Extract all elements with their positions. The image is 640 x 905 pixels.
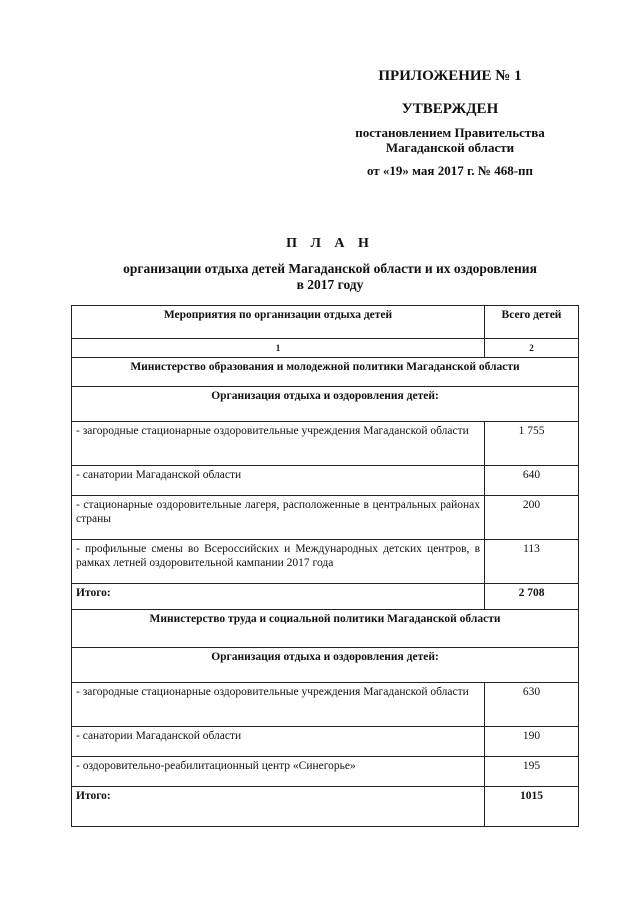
- total-row: [72, 787, 579, 827]
- table-row: [72, 540, 579, 584]
- column-number-1: 1: [72, 339, 485, 358]
- row-description: - стационарные оздоровительные лагеря, расположенные в центральных районах страны: [72, 496, 485, 540]
- plan-subtitle-line-1: организации отдыха детей Магаданской области и их оздоровления: [123, 261, 537, 276]
- total-value: 1015: [485, 787, 579, 827]
- ministry-name: Министерство образования и молодежной политики Магаданской области: [72, 358, 579, 387]
- row-value: 190: [485, 727, 579, 757]
- column-header-activities: Мероприятия по организации отдыха детей: [72, 306, 485, 339]
- plan-subtitle-line-2: в 2017 году: [296, 277, 364, 292]
- approved-heading: УТВЕРЖДЕН: [401, 101, 499, 117]
- row-value: 195: [485, 757, 579, 787]
- row-value: 1 755: [485, 422, 579, 466]
- table-row: [72, 683, 579, 727]
- row-description: - загородные стационарные оздоровительные учреждения Магаданской области: [72, 422, 485, 466]
- total-value: 2 708: [485, 584, 579, 610]
- section-heading: Организация отдыха и оздоровления детей:: [72, 387, 579, 422]
- appendix-label: ПРИЛОЖЕНИЕ № 1: [378, 68, 522, 84]
- row-value: 630: [485, 683, 579, 727]
- column-number-2: 2: [485, 339, 579, 358]
- table-header-row: [72, 306, 579, 339]
- plan-title: П Л А Н: [286, 236, 374, 251]
- table-row: [72, 727, 579, 757]
- total-label: Итого:: [72, 787, 485, 827]
- plan-table: [71, 305, 579, 827]
- row-value: 640: [485, 466, 579, 496]
- row-description: - загородные стационарные оздоровительные учреждения Магаданской области: [72, 683, 485, 727]
- row-value: 113: [485, 540, 579, 584]
- section-row: [72, 387, 579, 422]
- row-value: 200: [485, 496, 579, 540]
- ministry-row: [72, 610, 579, 648]
- row-description: - оздоровительно-реабилитационный центр «Синегорье»: [72, 757, 485, 787]
- row-description: - санатории Магаданской области: [72, 727, 485, 757]
- section-heading: Организация отдыха и оздоровления детей:: [72, 648, 579, 683]
- table-row: [72, 757, 579, 787]
- table-row: [72, 466, 579, 496]
- approved-by-line-1: постановлением Правительства: [355, 125, 545, 140]
- column-header-total-children: Всего детей: [485, 306, 579, 339]
- ministry-name: Министерство труда и социальной политики Магаданской области: [72, 610, 579, 648]
- total-row: [72, 584, 579, 610]
- decree-reference: от «19» мая 2017 г. № 468-пп: [366, 163, 534, 178]
- row-description: - профильные смены во Всероссийских и Международных детских центров, в рамках летней оздоровительной кампании 2017 года: [72, 540, 485, 584]
- row-description: - санатории Магаданской области: [72, 466, 485, 496]
- table-row: [72, 422, 579, 466]
- total-label: Итого:: [72, 584, 485, 610]
- ministry-row: [72, 358, 579, 387]
- approved-by-line-2: Магаданской области: [385, 140, 515, 155]
- table-row: [72, 496, 579, 540]
- section-row: [72, 648, 579, 683]
- column-number-row: [72, 339, 579, 358]
